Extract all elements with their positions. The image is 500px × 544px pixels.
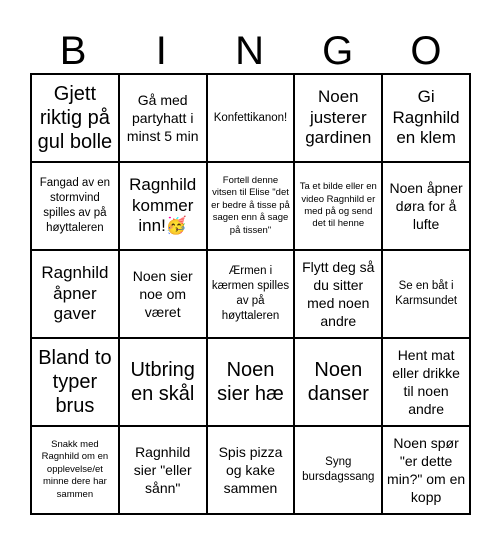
bingo-cell-text: Gi Ragnhild en klem bbox=[392, 86, 460, 148]
bingo-cell[interactable] bbox=[294, 74, 382, 162]
bingo-cell[interactable] bbox=[31, 74, 119, 162]
bingo-cell-text: Noen danser bbox=[307, 359, 369, 405]
bingo-cell[interactable] bbox=[119, 162, 207, 250]
bingo-cell-text: Hent mat eller drikke til noen andre bbox=[392, 346, 460, 418]
bingo-cell-text: Bland to typer brus bbox=[38, 347, 112, 417]
bingo-cell-text: Ragnhild åpner gaver bbox=[41, 262, 109, 324]
bingo-cell[interactable] bbox=[294, 162, 382, 250]
bingo-title bbox=[30, 26, 471, 76]
bingo-cell-text: Ragnhild sier "eller sånn" bbox=[133, 443, 192, 497]
bingo-cell[interactable] bbox=[382, 338, 470, 426]
bingo-cell[interactable] bbox=[382, 250, 470, 338]
bingo-cell-text: Ta et bilde eller en video Ragnhild er med på og send det til henne bbox=[299, 181, 377, 230]
bingo-cell-text: Ærmen i kærmen spilles av på høyttaleren bbox=[211, 265, 290, 322]
bingo-cell-text: Noen sier noe om været bbox=[132, 267, 193, 321]
bingo-cell[interactable] bbox=[31, 250, 119, 338]
bingo-cell-text: Noen åpner døra for å lufte bbox=[389, 179, 463, 233]
bingo-cell[interactable] bbox=[382, 426, 470, 514]
bingo-cell[interactable] bbox=[207, 250, 295, 338]
bingo-cell[interactable] bbox=[119, 338, 207, 426]
bingo-cell[interactable] bbox=[294, 426, 382, 514]
bingo-cell[interactable] bbox=[207, 74, 295, 162]
title-letter-i: I bbox=[155, 29, 169, 73]
bingo-cell[interactable] bbox=[294, 338, 382, 426]
bingo-cell-text: Fortell denne vitsen til Elise "det er bedre å tisse på sagen enn å sage på tissen" bbox=[211, 175, 290, 236]
bingo-cell-text: Noen sier hæ bbox=[217, 359, 284, 405]
bingo-cell[interactable] bbox=[207, 162, 295, 250]
bingo-cell[interactable] bbox=[207, 338, 295, 426]
bingo-cell-text: Ragnhild kommer inn!🥳 bbox=[129, 174, 197, 236]
bingo-cell[interactable] bbox=[31, 426, 119, 514]
bingo-cell[interactable] bbox=[31, 162, 119, 250]
bingo-cell[interactable] bbox=[119, 426, 207, 514]
bingo-cell-text: Gjett riktig på gul bolle bbox=[37, 83, 113, 153]
title-letter-b: B bbox=[59, 29, 89, 73]
bingo-cell-text: Konfettikanon! bbox=[213, 111, 288, 124]
bingo-cell[interactable] bbox=[119, 74, 207, 162]
bingo-cell-text: Flytt deg så du sitter med noen andre bbox=[302, 258, 375, 330]
bingo-cell-text: Noen spør "er dette min?" om en kopp bbox=[387, 434, 466, 506]
bingo-cell-text: Spis pizza og kake sammen bbox=[218, 443, 283, 497]
bingo-board bbox=[30, 73, 471, 515]
bingo-cell-text: Utbring en skål bbox=[130, 359, 195, 405]
title-letter-n: N bbox=[235, 29, 266, 73]
bingo-cell[interactable] bbox=[382, 74, 470, 162]
bingo-cell-text: Fangad av en stormvind spilles av på høyttaleren bbox=[39, 177, 111, 234]
bingo-cell-text: Snakk med Ragnhild om en opplevelse/et minne dere har sammen bbox=[41, 439, 109, 500]
title-letter-o: O bbox=[410, 29, 444, 73]
bingo-cell-text: Se en båt i Karmsundet bbox=[395, 280, 458, 307]
bingo-cell[interactable] bbox=[119, 250, 207, 338]
bingo-cell-text: Gå med partyhatt i minst 5 min bbox=[126, 91, 199, 145]
bingo-cell[interactable] bbox=[31, 338, 119, 426]
title-letter-g: G bbox=[322, 29, 356, 73]
bingo-cell-text: Noen justerer gardinen bbox=[305, 86, 372, 148]
bingo-cell[interactable] bbox=[382, 162, 470, 250]
bingo-cell-text: Syng bursdagssang bbox=[302, 456, 375, 483]
bingo-cell[interactable] bbox=[294, 250, 382, 338]
bingo-cell[interactable] bbox=[207, 426, 295, 514]
